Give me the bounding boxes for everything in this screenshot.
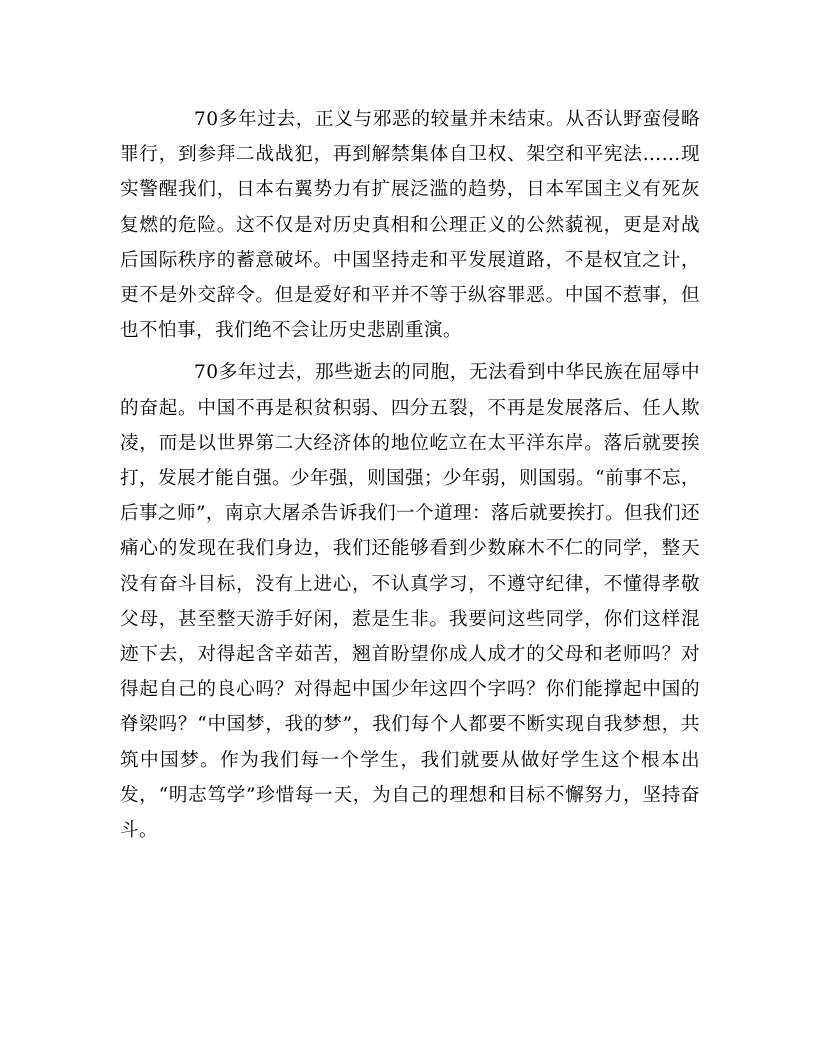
paragraph: 70多年过去，正义与邪恶的较量并未结束。从否认野蛮侵略罪行，到参拜二战战犯，再到解禁集体自卫权、架空和平宪法……现实警醒我们，日本右翼势力有扩展泛滥的趋势，日本军国主义有死灰复燃的危险。这不仅是对历史真相和公理正义的公然藐视，更是对战后国际秩序的蓄意破坏。中国坚持走和平发展道路，不是权宜之计，更不是外交辞令。但是爱好和平并不等于纵容罪恶。中国不惹事，但也不怕事，我们绝不会让历史悲剧重演。 (120, 109, 700, 342)
paragraph: 70多年过去，那些逝去的同胞，无法看到中华民族在屈辱中的奋起。中国不再是积贫积弱、四分五裂，不再是发展落后、任人欺凌，而是以世界第二大经济体的地位屹立在太平洋东岸。落后就要挨打，发展才能自强。少年强，则国强；少年弱，则国弱。“前事不忘，后事之师”，南京大屠杀告诉我们一个道理：落后就要挨打。但我们还痛心的发现在我们身边，我们还能够看到少数麻木不仁的同学，整天没有奋斗目标，没有上进心，不认真学习，不遵守纪律，不懂得孝敬父母，甚至整天游手好闲，惹是生非。我要问这些同学，你们这样混迹下去，对得起含辛茹苦，翘首盼望你成人成才的父母和老师吗？对得起自己的良心吗？对得起中国少年这四个字吗？你们能撑起中国的脊梁吗？“中国梦，我的梦”，我们每个人都要不断实现自我梦想，共筑中国梦。作为我们每一个学生，我们就要从做好学生这个根本出发，“明志笃学”珍惜每一天，为自己的理想和目标不懈努力，坚持奋斗。 (120, 362, 700, 842)
document-body (120, 102, 700, 848)
